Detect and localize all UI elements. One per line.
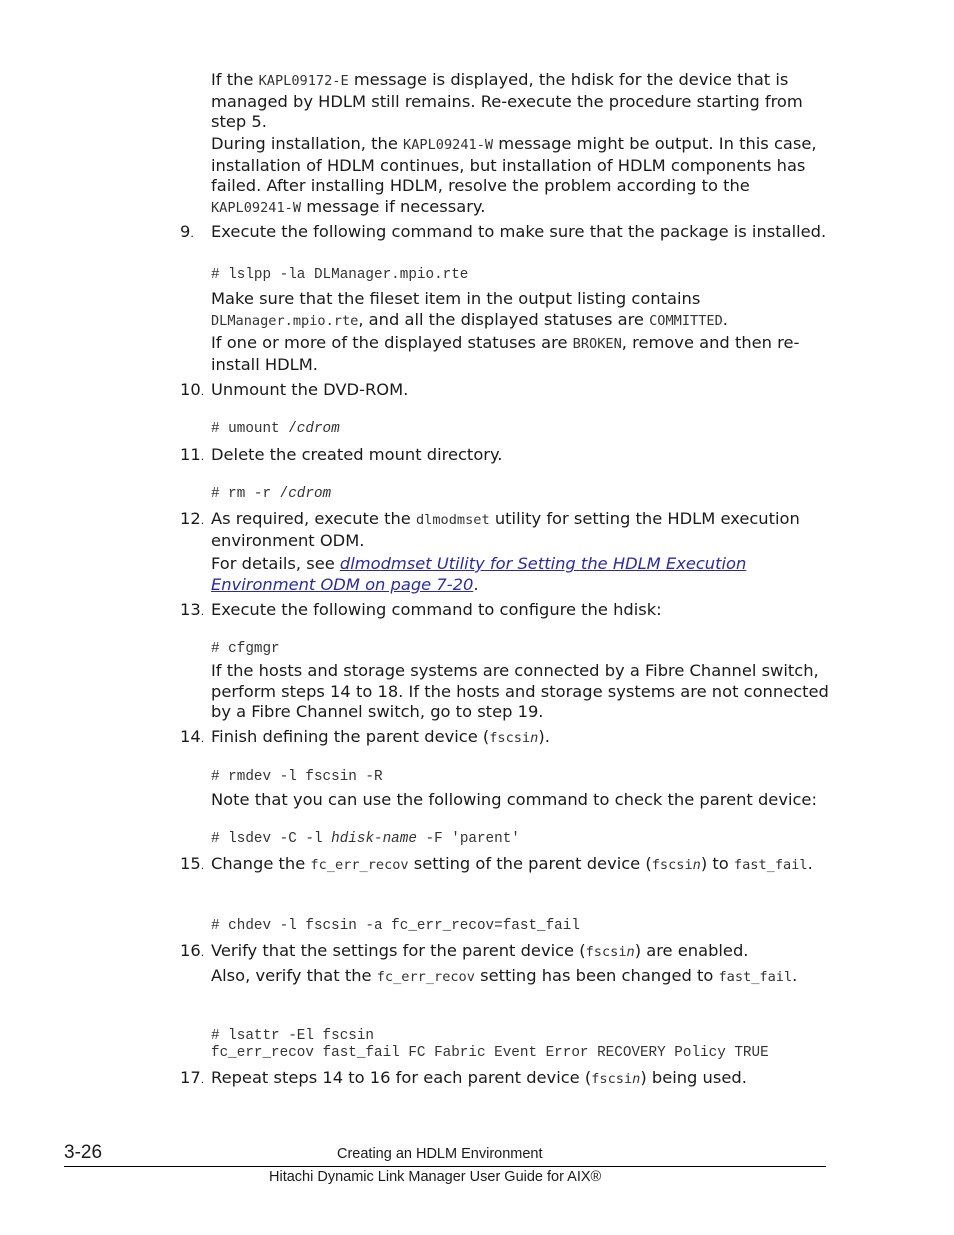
step-number-12: 12.: [180, 509, 205, 528]
footer-divider: [64, 1166, 826, 1167]
step-number-9: 9.: [180, 222, 194, 241]
step-12-details: For details, see dlmodmset Utility for Setting the HDLM Execution Environment ODM on page 7-20.: [211, 554, 747, 594]
command-lsattr-output: fc_err_recov fast_fail FC Fabric Event Error RECOVERY Policy TRUE: [211, 1045, 769, 1061]
command-rmdev: # rmdev -l fscsin -R: [211, 769, 383, 785]
note-kapl09241: During installation, the KAPL09241-W message might be output. In this case, installation of HDLM continues, but installation of HDLM components has failed. After installing HDLM, resolve the problem according to the KAPL09241-W message if necessary.: [211, 134, 817, 216]
message-code: KAPL09241-W: [211, 199, 302, 216]
command-cfgmgr: # cfgmgr: [211, 641, 280, 657]
step-12-text: As required, execute the dlmodmset utility for setting the HDLM execution environment ODM.: [211, 509, 800, 550]
chapter-title: Creating an HDLM Environment: [337, 1146, 543, 1162]
step-16-verify-note: Also, verify that the fc_err_recov setting has been changed to fast_fail.: [211, 966, 798, 985]
step-number-16: 16.: [180, 941, 205, 960]
page-number: 3-26: [64, 1142, 103, 1163]
step-11-text: Delete the created mount directory.: [211, 445, 503, 464]
note-kapl09172: If the KAPL09172-E message is displayed, the hdisk for the device that is managed by HDLM still remains. Re-execute the procedure starting from step 5.: [211, 70, 803, 131]
step-10-text: Unmount the DVD-ROM.: [211, 380, 409, 399]
step-14-text: Finish defining the parent device (fscsin).: [211, 727, 550, 746]
step-number-17: 17.: [180, 1068, 205, 1087]
command-lsattr: # lsattr -El fscsin: [211, 1028, 375, 1044]
step-number-11: 11.: [180, 445, 205, 464]
message-code: KAPL09241-W: [403, 137, 494, 153]
step-number-14: 14.: [180, 727, 205, 746]
step-number-10: 10.: [180, 380, 205, 399]
step-13-text: Execute the following command to configure the hdisk:: [211, 600, 662, 619]
book-title: Hitachi Dynamic Link Manager User Guide for AIX®: [269, 1169, 602, 1185]
message-code: KAPL09172-E: [258, 73, 349, 89]
step-17-text: Repeat steps 14 to 16 for each parent device (fscsin) being used.: [211, 1068, 747, 1087]
dlmodmset-reference-link[interactable]: dlmodmset Utility for Setting the HDLM Execution Environment ODM on page 7-20: [211, 554, 747, 594]
command-rm: # rm -r /cdrom: [211, 486, 332, 502]
command-lslpp: # lslpp -la DLManager.mpio.rte: [211, 267, 469, 283]
step-number-15: 15.: [180, 854, 205, 873]
command-chdev: # chdev -l fscsin -a fc_err_recov=fast_fail: [211, 918, 580, 934]
step-13-note: If the hosts and storage systems are connected by a Fibre Channel switch, perform steps 14 to 18. If the hosts and storage systems are not connected by a Fibre Channel switch, go to step 19.: [211, 661, 829, 721]
step-9-broken-note: If one or more of the displayed statuses are BROKEN, remove and then re-install HDLM.: [211, 333, 800, 374]
step-number-13: 13.: [180, 600, 205, 619]
command-lsdev: # lsdev -C -l hdisk-name -F 'parent': [211, 831, 520, 847]
step-14-note: Note that you can use the following command to check the parent device:: [211, 790, 817, 809]
step-9-text: Execute the following command to make sure that the package is installed.: [211, 222, 827, 241]
command-umount: # umount /cdrom: [211, 421, 340, 437]
step-16-text: Verify that the settings for the parent device (fscsin) are enabled.: [211, 941, 749, 960]
step-9-fileset-note: Make sure that the fileset item in the output listing contains DLManager.mpio.rte, and all the displayed statuses are COMMITTED.: [211, 289, 728, 329]
step-15-text: Change the fc_err_recov setting of the parent device (fscsin) to fast_fail.: [211, 854, 813, 873]
